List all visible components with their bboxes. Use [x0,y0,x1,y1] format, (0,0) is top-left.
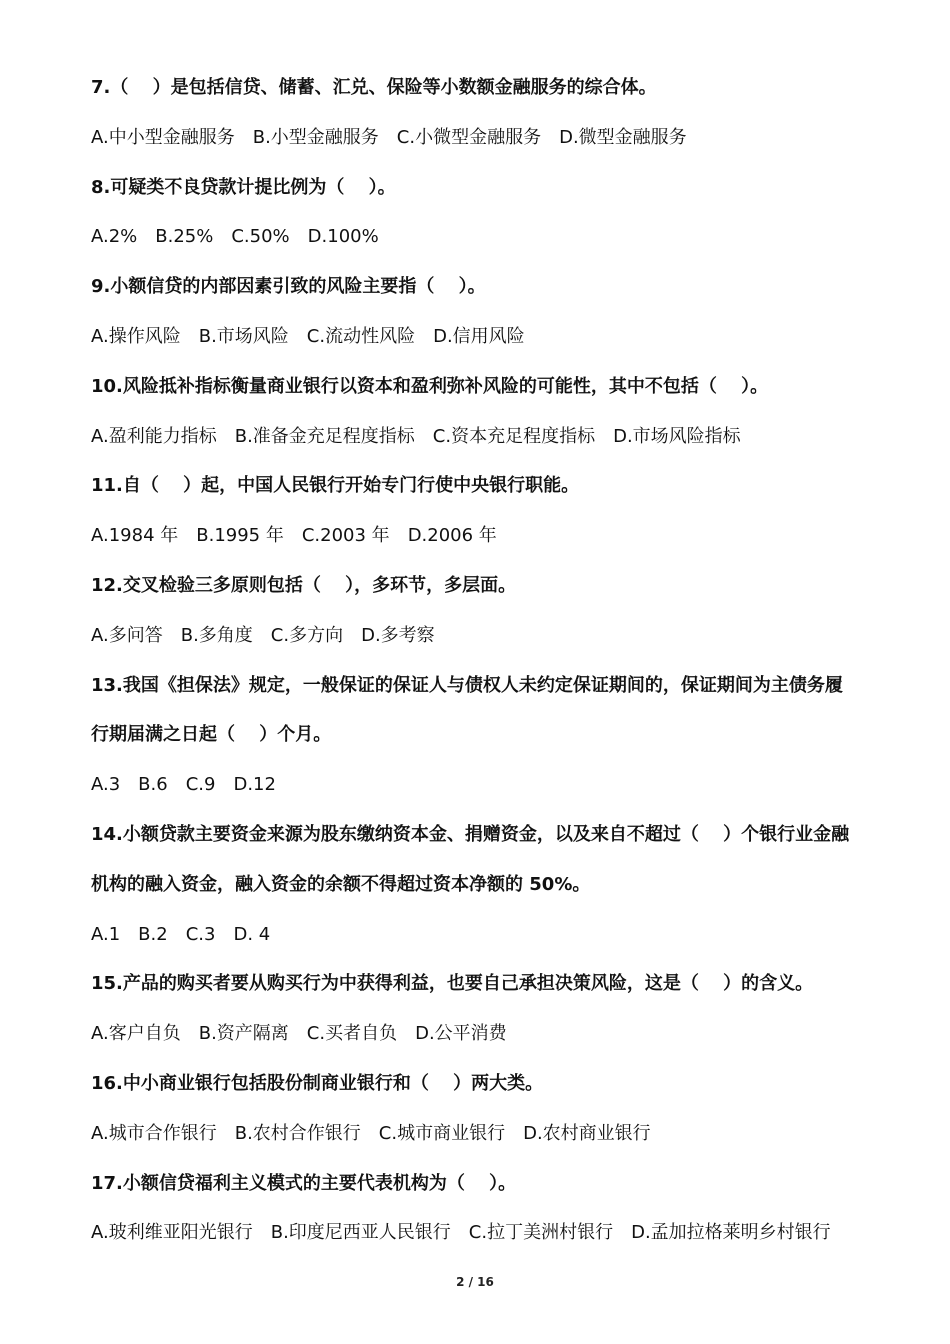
question-block [91,267,886,367]
answer-option: D.12 [233,774,276,796]
answer-option: A.盈利能力指标 [91,425,217,447]
answer-option: C.资本充足程度指标 [432,425,596,447]
answer-option: A.2% [91,226,138,248]
answer-options [91,915,886,965]
answer-options [91,516,886,566]
answer-option: D.农村商业银行 [523,1122,651,1144]
answer-options [91,317,886,367]
answer-option: C.9 [185,774,216,796]
answer-options [91,118,886,168]
answer-option: C.2003 年 [301,525,390,547]
answer-option: D. 4 [233,923,271,945]
answer-options [91,217,886,267]
answer-option: D.100% [307,226,379,248]
answer-option: A.3 [91,774,121,796]
question-text: 15.产品的购买者要从购买行为中获得利益，也要自己承担决策风险，这是（ ）的含义。 [91,973,814,995]
answer-option: A.1984 年 [91,525,179,547]
question-block [91,466,886,566]
answer-option: D.信用风险 [433,325,525,347]
answer-option: C.50% [231,226,290,248]
document-page [91,68,886,1263]
question-text: 7.（ ）是包括信贷、储蓄、汇兑、保险等小数额金融服务的综合体。 [91,77,657,98]
answer-option: A.玻利维亚阳光银行 [91,1222,253,1244]
question-text: 17.小额信贷福利主义模式的主要代表机构为（ ）。 [91,1172,517,1194]
answer-option: C.多方向 [270,624,344,646]
answer-option: A.中小型金融服务 [91,126,235,148]
question-text: 12.交叉检验三多原则包括（ ），多环节，多层面。 [91,574,517,596]
answer-option: B.市场风险 [198,325,289,347]
answer-option: D.多考察 [361,624,435,646]
question-text: 11.自（ ）起，中国人民银行开始专门行使中央银行职能。 [91,475,580,497]
answer-option: A.城市合作银行 [91,1122,217,1144]
answer-options [91,765,886,815]
question-block [91,815,886,964]
answer-option: B.准备金充足程度指标 [234,425,415,447]
answer-option: B.资产隔离 [198,1023,289,1045]
answer-option: B.小型金融服务 [252,126,379,148]
question-text: 16.中小商业银行包括股份制商业银行和（ ）两大类。 [91,1072,544,1094]
answer-options [91,1114,886,1164]
question-block [91,964,886,1064]
answer-option: B.6 [138,774,168,796]
page-number: 2 / 16 [456,1275,494,1289]
answer-option: C.3 [185,923,216,945]
question-text: 13.我国《担保法》规定，一般保证的保证人与债权人未约定保证期间的，保证期间为主债务履 [91,674,843,696]
answer-option: D.市场风险指标 [613,425,741,447]
question-text: 8.可疑类不良贷款计提比例为（ ）。 [91,176,396,198]
question-text: 10.风险抵补指标衡量商业银行以资本和盈利弥补风险的可能性，其中不包括（ ）。 [91,375,769,397]
answer-option: C.流动性风险 [306,325,416,347]
answer-options [91,417,886,467]
question-block [91,68,886,168]
question-block [91,1164,886,1264]
answer-option: C.买者自负 [306,1023,398,1045]
question-block [91,1064,886,1164]
answer-option: A.1 [91,923,121,945]
question-text: 行期届满之日起（ ）个月。 [91,724,332,746]
answer-option: B.1995 年 [196,525,284,547]
question-text: 14.小额贷款主要资金来源为股东缴纳资本金、捐赠资金，以及来自不超过（ ）个银行业金融 [91,823,850,845]
answer-option: B.多角度 [180,624,253,646]
answer-option: A.操作风险 [91,325,181,347]
question-text: 9.小额信贷的内部因素引致的风险主要指（ ）。 [91,276,486,298]
answer-option: C.拉丁美洲村银行 [468,1222,614,1244]
question-text: 机构的融入资金，融入资金的余额不得超过资本净额的 50%。 [91,873,591,895]
answer-option: D.2006 年 [407,525,497,547]
answer-options [91,1014,886,1064]
answer-option: A.多问答 [91,624,163,646]
answer-option: B.25% [155,226,214,248]
answer-option: D.孟加拉格莱明乡村银行 [631,1222,831,1244]
question-block [91,666,886,815]
answer-option: A.客户自负 [91,1023,181,1045]
answer-option: B.农村合作银行 [234,1122,361,1144]
answer-option: D.微型金融服务 [559,126,687,148]
answer-option: D.公平消费 [415,1023,507,1045]
answer-options [91,616,886,666]
answer-option: B.2 [138,923,168,945]
answer-option: B.印度尼西亚人民银行 [270,1222,451,1244]
question-block [91,168,886,268]
question-block [91,367,886,467]
answer-option: C.城市商业银行 [378,1122,506,1144]
answer-options [91,1213,886,1263]
question-block [91,566,886,666]
answer-option: C.小微型金融服务 [396,126,542,148]
